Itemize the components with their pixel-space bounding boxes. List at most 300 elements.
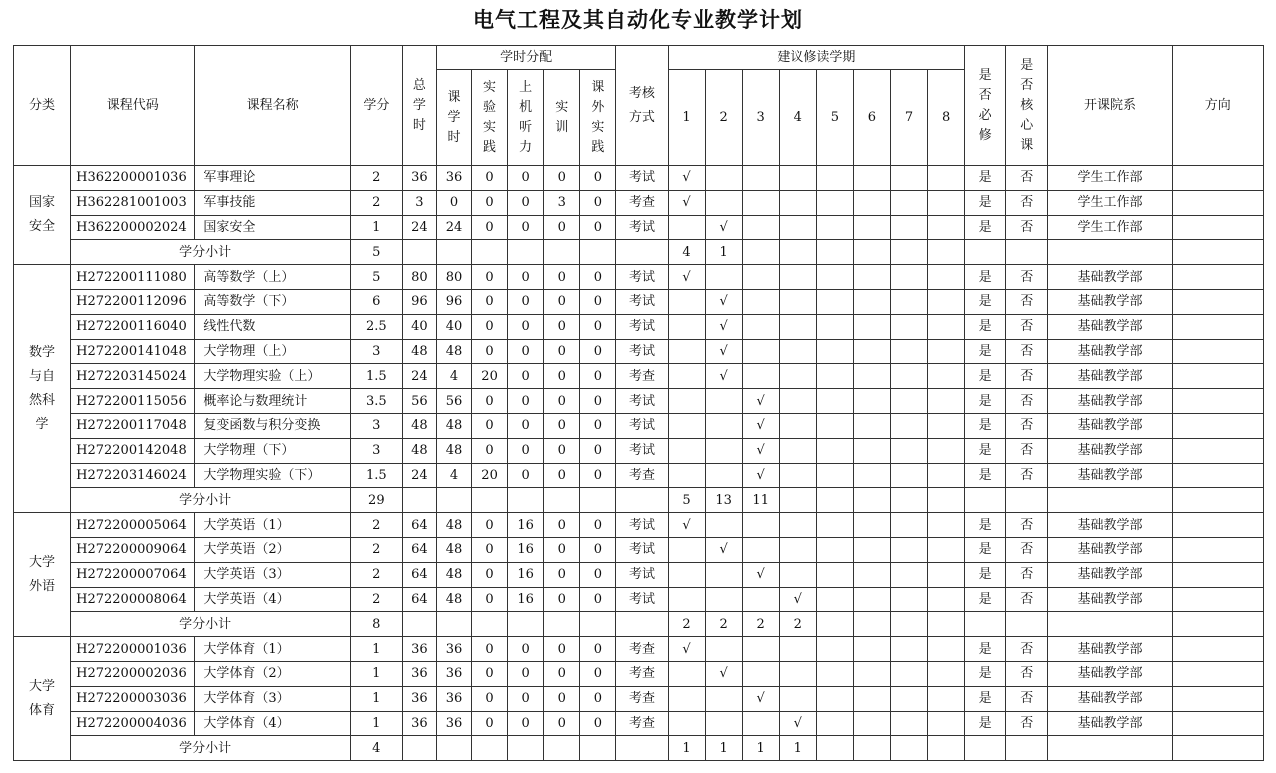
- course-name: 线性代数: [195, 314, 350, 339]
- exam-method: 考试: [616, 166, 668, 191]
- semester-6-cell: [853, 190, 890, 215]
- exam-method: 考试: [616, 562, 668, 587]
- exam-method: 考查: [616, 463, 668, 488]
- semester-7-cell: [890, 463, 927, 488]
- header-semester-3: 3: [742, 70, 779, 166]
- subtotal-credits: 5: [350, 240, 402, 265]
- subtotal-label: 学分小计: [71, 736, 351, 761]
- semester-3-cell: [742, 166, 779, 191]
- subtotal-semester-2: 1: [705, 736, 742, 761]
- required: 是: [965, 711, 1006, 736]
- total-hours: 48: [402, 413, 436, 438]
- course-code: H272200142048: [71, 438, 195, 463]
- subtotal-semester-3: [742, 240, 779, 265]
- semester-3-cell: [742, 190, 779, 215]
- extracurricular-hours: 0: [580, 686, 616, 711]
- experiment-hours: 0: [472, 215, 508, 240]
- semester-5-cell: [816, 513, 853, 538]
- lecture-hours: 48: [436, 413, 471, 438]
- direction: [1172, 289, 1263, 314]
- semester-4-cell: [779, 364, 816, 389]
- required: 是: [965, 215, 1006, 240]
- course-code: H272200003036: [71, 686, 195, 711]
- department: 基础教学部: [1048, 686, 1172, 711]
- exam-method: 考查: [616, 661, 668, 686]
- header-total-hours-text: 总学时: [412, 77, 426, 133]
- table-row: [14, 339, 1264, 364]
- semester-5-cell: [816, 686, 853, 711]
- course-code: H272200005064: [71, 513, 195, 538]
- header-experiment-text: 实验实践: [483, 79, 497, 155]
- subtotal-empty-cell: [472, 612, 508, 637]
- lecture-hours: 56: [436, 389, 471, 414]
- header-category: 分类: [14, 46, 71, 166]
- table-row: [14, 364, 1264, 389]
- table-row: [14, 637, 1264, 662]
- exam-method: 考试: [616, 587, 668, 612]
- category-cell: [14, 265, 71, 513]
- core-course: 否: [1006, 364, 1048, 389]
- header-semester-8: 8: [928, 70, 965, 166]
- subtotal-row: [14, 488, 1264, 513]
- training-hours: 0: [544, 637, 580, 662]
- semester-1-cell: [668, 463, 705, 488]
- subtotal-semester-5: [816, 612, 853, 637]
- lecture-hours: 48: [436, 513, 471, 538]
- semester-2-check: √: [705, 289, 742, 314]
- semester-7-cell: [890, 289, 927, 314]
- header-semester-group: 建议修读学期: [668, 46, 965, 70]
- course-name: 高等数学（上）: [195, 265, 350, 290]
- semester-2-check: √: [705, 314, 742, 339]
- subtotal-empty-cell: [544, 612, 580, 637]
- semester-8-cell: [928, 364, 965, 389]
- direction: [1172, 190, 1263, 215]
- extracurricular-hours: 0: [580, 389, 616, 414]
- subtotal-semester-5: [816, 488, 853, 513]
- semester-4-cell: [779, 661, 816, 686]
- required: 是: [965, 686, 1006, 711]
- course-code: H272200112096: [71, 289, 195, 314]
- core-course: 否: [1006, 339, 1048, 364]
- required: 是: [965, 364, 1006, 389]
- subtotal-empty-cell: [580, 240, 616, 265]
- semester-1-cell: [668, 215, 705, 240]
- subtotal-semester-7: [890, 488, 927, 513]
- core-course: 否: [1006, 537, 1048, 562]
- department: 基础教学部: [1048, 661, 1172, 686]
- extracurricular-hours: 0: [580, 289, 616, 314]
- department: 基础教学部: [1048, 637, 1172, 662]
- table-row: [14, 413, 1264, 438]
- computer-hours: 16: [508, 587, 544, 612]
- extracurricular-hours: 0: [580, 314, 616, 339]
- direction: [1172, 463, 1263, 488]
- header-total-hours: [402, 46, 436, 166]
- experiment-hours: 0: [472, 413, 508, 438]
- core-course: 否: [1006, 587, 1048, 612]
- table-row: [14, 537, 1264, 562]
- department: 基础教学部: [1048, 364, 1172, 389]
- semester-8-cell: [928, 637, 965, 662]
- semester-7-cell: [890, 339, 927, 364]
- table-row: [14, 686, 1264, 711]
- subtotal-semester-5: [816, 736, 853, 761]
- core-course: 否: [1006, 438, 1048, 463]
- training-hours: 0: [544, 413, 580, 438]
- subtotal-semester-3: 11: [742, 488, 779, 513]
- training-hours: 0: [544, 364, 580, 389]
- semester-3-check: √: [742, 463, 779, 488]
- subtotal-empty-cell: [1172, 488, 1263, 513]
- header-course-name: 课程名称: [195, 46, 350, 166]
- extracurricular-hours: 0: [580, 190, 616, 215]
- extracurricular-hours: 0: [580, 166, 616, 191]
- core-course: 否: [1006, 562, 1048, 587]
- subtotal-empty-cell: [472, 736, 508, 761]
- semester-7-cell: [890, 438, 927, 463]
- exam-method: 考试: [616, 389, 668, 414]
- computer-hours: 0: [508, 637, 544, 662]
- semester-2-check: √: [705, 339, 742, 364]
- semester-1-check: √: [668, 190, 705, 215]
- header-extracurricular-text: 课外实践: [591, 79, 605, 155]
- semester-8-cell: [928, 438, 965, 463]
- header-semester-2: 2: [705, 70, 742, 166]
- subtotal-semester-8: [928, 488, 965, 513]
- course-name: 大学物理实验（上）: [195, 364, 350, 389]
- semester-8-cell: [928, 661, 965, 686]
- computer-hours: 0: [508, 364, 544, 389]
- core-course: 否: [1006, 215, 1048, 240]
- semester-3-cell: [742, 289, 779, 314]
- total-hours: 96: [402, 289, 436, 314]
- header-hours-group: 学时分配: [436, 46, 615, 70]
- table-row: [14, 513, 1264, 538]
- lecture-hours: 24: [436, 215, 471, 240]
- semester-4-cell: [779, 265, 816, 290]
- subtotal-semester-7: [890, 240, 927, 265]
- department: 基础教学部: [1048, 711, 1172, 736]
- header-semester-1: 1: [668, 70, 705, 166]
- total-hours: 56: [402, 389, 436, 414]
- subtotal-semester-2: 13: [705, 488, 742, 513]
- semester-1-cell: [668, 314, 705, 339]
- required: 是: [965, 265, 1006, 290]
- total-hours: 40: [402, 314, 436, 339]
- computer-hours: 0: [508, 339, 544, 364]
- experiment-hours: 0: [472, 289, 508, 314]
- semester-8-cell: [928, 562, 965, 587]
- course-name: 大学物理实验（下）: [195, 463, 350, 488]
- course-code: H272203146024: [71, 463, 195, 488]
- semester-1-cell: [668, 438, 705, 463]
- semester-6-cell: [853, 562, 890, 587]
- course-name: 大学体育（2）: [195, 661, 350, 686]
- computer-hours: 0: [508, 265, 544, 290]
- semester-4-cell: [779, 166, 816, 191]
- direction: [1172, 413, 1263, 438]
- semester-2-check: √: [705, 215, 742, 240]
- experiment-hours: 0: [472, 438, 508, 463]
- credits: 2.5: [350, 314, 402, 339]
- computer-hours: 0: [508, 438, 544, 463]
- table-row: [14, 711, 1264, 736]
- training-hours: 0: [544, 537, 580, 562]
- semester-1-cell: [668, 661, 705, 686]
- course-name: 大学物理（下）: [195, 438, 350, 463]
- semester-6-cell: [853, 166, 890, 191]
- course-name: 军事技能: [195, 190, 350, 215]
- semester-3-cell: [742, 711, 779, 736]
- subtotal-empty-cell: [472, 240, 508, 265]
- semester-3-check: √: [742, 389, 779, 414]
- core-course: 否: [1006, 190, 1048, 215]
- semester-4-cell: [779, 513, 816, 538]
- subtotal-empty-cell: [616, 240, 668, 265]
- subtotal-empty-cell: [1006, 612, 1048, 637]
- semester-7-cell: [890, 389, 927, 414]
- department: 基础教学部: [1048, 265, 1172, 290]
- extracurricular-hours: 0: [580, 637, 616, 662]
- course-name: 复变函数与积分变换: [195, 413, 350, 438]
- semester-5-cell: [816, 389, 853, 414]
- semester-3-check: √: [742, 686, 779, 711]
- semester-8-cell: [928, 711, 965, 736]
- semester-3-cell: [742, 661, 779, 686]
- semester-7-cell: [890, 686, 927, 711]
- semester-4-cell: [779, 637, 816, 662]
- lecture-hours: 36: [436, 686, 471, 711]
- course-name: 高等数学（下）: [195, 289, 350, 314]
- semester-1-cell: [668, 587, 705, 612]
- lecture-hours: 80: [436, 265, 471, 290]
- header-lecture-text: 课学时: [447, 89, 461, 145]
- core-course: 否: [1006, 637, 1048, 662]
- semester-7-cell: [890, 637, 927, 662]
- category-label: 大学外语: [29, 554, 56, 594]
- experiment-hours: 0: [472, 339, 508, 364]
- semester-5-cell: [816, 438, 853, 463]
- course-code: H272200116040: [71, 314, 195, 339]
- exam-method: 考试: [616, 265, 668, 290]
- extracurricular-hours: 0: [580, 711, 616, 736]
- subtotal-semester-1: 1: [668, 736, 705, 761]
- total-hours: 36: [402, 637, 436, 662]
- exam-method: 考试: [616, 413, 668, 438]
- direction: [1172, 389, 1263, 414]
- experiment-hours: 0: [472, 314, 508, 339]
- course-code: H272200007064: [71, 562, 195, 587]
- semester-3-cell: [742, 215, 779, 240]
- credits: 1: [350, 637, 402, 662]
- header-extracurricular: [580, 70, 616, 166]
- direction: [1172, 637, 1263, 662]
- direction: [1172, 364, 1263, 389]
- direction: [1172, 166, 1263, 191]
- semester-6-cell: [853, 587, 890, 612]
- computer-hours: 0: [508, 289, 544, 314]
- semester-5-cell: [816, 637, 853, 662]
- semester-2-check: √: [705, 364, 742, 389]
- direction: [1172, 711, 1263, 736]
- subtotal-semester-6: [853, 612, 890, 637]
- course-code: H362200001036: [71, 166, 195, 191]
- lecture-hours: 48: [436, 587, 471, 612]
- semester-3-check: √: [742, 438, 779, 463]
- core-course: 否: [1006, 289, 1048, 314]
- page-title: 电气工程及其自动化专业教学计划: [473, 8, 803, 32]
- required: 是: [965, 314, 1006, 339]
- training-hours: 0: [544, 686, 580, 711]
- required: 是: [965, 661, 1006, 686]
- semester-7-cell: [890, 314, 927, 339]
- experiment-hours: 0: [472, 587, 508, 612]
- semester-5-cell: [816, 215, 853, 240]
- computer-hours: 0: [508, 215, 544, 240]
- category-label: 数学与自然科学: [29, 344, 56, 432]
- table-row: [14, 587, 1264, 612]
- department: 基础教学部: [1048, 587, 1172, 612]
- training-hours: 0: [544, 661, 580, 686]
- subtotal-empty-cell: [580, 488, 616, 513]
- semester-6-cell: [853, 215, 890, 240]
- subtotal-empty-cell: [436, 488, 471, 513]
- direction: [1172, 215, 1263, 240]
- required: 是: [965, 438, 1006, 463]
- course-code: H272200002036: [71, 661, 195, 686]
- semester-7-cell: [890, 364, 927, 389]
- subtotal-semester-4: 2: [779, 612, 816, 637]
- total-hours: 36: [402, 686, 436, 711]
- semester-6-cell: [853, 463, 890, 488]
- exam-method: 考查: [616, 190, 668, 215]
- exam-method: 考试: [616, 513, 668, 538]
- subtotal-empty-cell: [616, 488, 668, 513]
- subtotal-semester-7: [890, 736, 927, 761]
- subtotal-semester-6: [853, 240, 890, 265]
- lecture-hours: 4: [436, 463, 471, 488]
- course-code: H272200117048: [71, 413, 195, 438]
- semester-5-cell: [816, 190, 853, 215]
- direction: [1172, 339, 1263, 364]
- course-code: H272200009064: [71, 537, 195, 562]
- subtotal-semester-1: 5: [668, 488, 705, 513]
- subtotal-empty-cell: [1048, 736, 1172, 761]
- credits: 2: [350, 537, 402, 562]
- subtotal-label: 学分小计: [71, 612, 351, 637]
- semester-4-cell: [779, 686, 816, 711]
- semester-3-cell: [742, 364, 779, 389]
- subtotal-empty-cell: [1006, 488, 1048, 513]
- header-training-text: 实训: [555, 99, 569, 135]
- required: 是: [965, 637, 1006, 662]
- table-row: [14, 166, 1264, 191]
- credits: 2: [350, 513, 402, 538]
- course-name: 大学体育（3）: [195, 686, 350, 711]
- semester-7-cell: [890, 413, 927, 438]
- credits: 2: [350, 166, 402, 191]
- course-name: 概率论与数理统计: [195, 389, 350, 414]
- semester-5-cell: [816, 537, 853, 562]
- direction: [1172, 265, 1263, 290]
- semester-5-cell: [816, 166, 853, 191]
- semester-8-cell: [928, 389, 965, 414]
- computer-hours: 0: [508, 389, 544, 414]
- subtotal-empty-cell: [965, 736, 1006, 761]
- credits: 2: [350, 562, 402, 587]
- semester-8-cell: [928, 339, 965, 364]
- extracurricular-hours: 0: [580, 215, 616, 240]
- total-hours: 24: [402, 463, 436, 488]
- semester-4-cell: [779, 289, 816, 314]
- exam-method: 考试: [616, 215, 668, 240]
- subtotal-empty-cell: [436, 240, 471, 265]
- semester-5-cell: [816, 314, 853, 339]
- semester-4-cell: [779, 562, 816, 587]
- course-name: 军事理论: [195, 166, 350, 191]
- semester-7-cell: [890, 562, 927, 587]
- required: 是: [965, 166, 1006, 191]
- semester-6-cell: [853, 265, 890, 290]
- credits: 3: [350, 339, 402, 364]
- subtotal-empty-cell: [544, 736, 580, 761]
- semester-5-cell: [816, 587, 853, 612]
- subtotal-semester-2: 1: [705, 240, 742, 265]
- table-row: [14, 314, 1264, 339]
- subtotal-semester-6: [853, 488, 890, 513]
- semester-8-cell: [928, 190, 965, 215]
- header-computer: [508, 70, 544, 166]
- training-hours: 0: [544, 438, 580, 463]
- core-course: 否: [1006, 463, 1048, 488]
- semester-1-check: √: [668, 166, 705, 191]
- extracurricular-hours: 0: [580, 463, 616, 488]
- table-row: [14, 265, 1264, 290]
- experiment-hours: 0: [472, 389, 508, 414]
- subtotal-empty-cell: [472, 488, 508, 513]
- subtotal-semester-4: [779, 240, 816, 265]
- subtotal-empty-cell: [544, 488, 580, 513]
- semester-1-cell: [668, 339, 705, 364]
- required: 是: [965, 289, 1006, 314]
- course-name: 大学英语（2）: [195, 537, 350, 562]
- department: 基础教学部: [1048, 314, 1172, 339]
- department: 基础教学部: [1048, 513, 1172, 538]
- subtotal-row: [14, 736, 1264, 761]
- header-required-text: 是否必修: [978, 67, 992, 143]
- subtotal-empty-cell: [436, 612, 471, 637]
- credits: 5: [350, 265, 402, 290]
- total-hours: 48: [402, 438, 436, 463]
- subtotal-empty-cell: [402, 488, 436, 513]
- extracurricular-hours: 0: [580, 364, 616, 389]
- header-exam-method-text: 考核方式: [628, 85, 655, 125]
- experiment-hours: 20: [472, 364, 508, 389]
- credits: 3: [350, 413, 402, 438]
- semester-4-check: √: [779, 711, 816, 736]
- subtotal-empty-cell: [402, 736, 436, 761]
- semester-8-cell: [928, 463, 965, 488]
- total-hours: 64: [402, 562, 436, 587]
- training-hours: 0: [544, 463, 580, 488]
- subtotal-empty-cell: [508, 488, 544, 513]
- required: 是: [965, 562, 1006, 587]
- semester-3-cell: [742, 513, 779, 538]
- semester-1-cell: [668, 562, 705, 587]
- department: 基础教学部: [1048, 562, 1172, 587]
- lecture-hours: 36: [436, 637, 471, 662]
